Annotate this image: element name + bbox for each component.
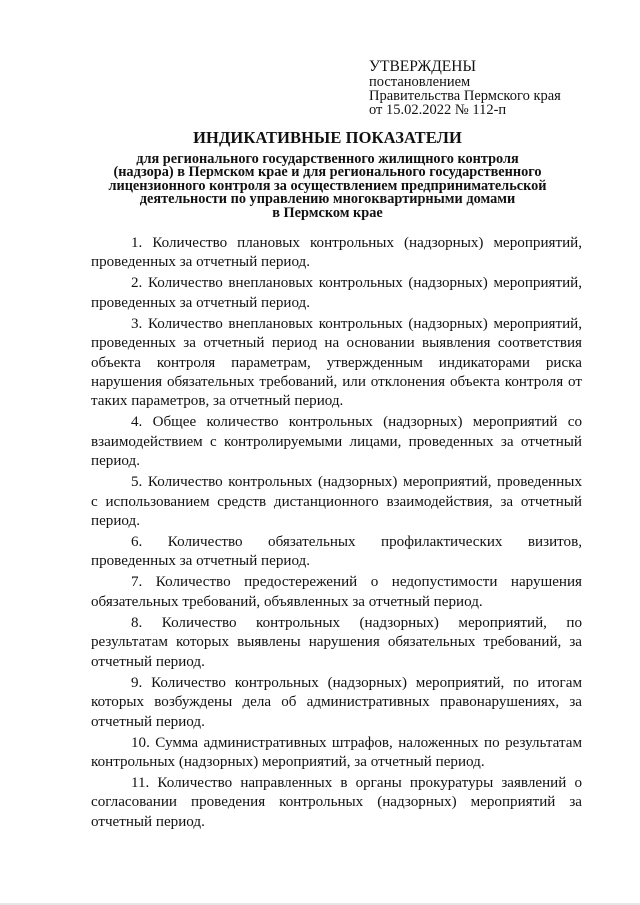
approval-title: УТВЕРЖДЕНЫ <box>369 58 476 75</box>
subtitle-line: (надзора) в Пермском крае и для регионального государственного <box>113 164 542 181</box>
list-item-6: 6. Количество обязательных профилактических визитов, проведенных за отчетный период. <box>91 534 582 570</box>
list-item-4: 4. Общее количество контрольных (надзорных) мероприятий со взаимодействием с контролируемыми лицами, проведенных за отчетный период. <box>91 414 582 470</box>
list-item-7: 7. Количество предостережений о недопустимости нарушения обязательных требований, объявленных за отчетный период. <box>91 574 582 610</box>
approval-block <box>369 58 619 117</box>
approval-line-1: постановлением <box>369 74 471 90</box>
list-item-8: 8. Количество контрольных (надзорных) мероприятий, по результатам которых выявлены нарушения обязательных требований, за отчетный период. <box>91 614 582 670</box>
subtitle-line: деятельности по управлению многоквартирными домами <box>139 191 516 208</box>
subtitle-line: для регионального государственного жилищного контроля <box>136 151 519 167</box>
list-item-10: 10. Сумма административных штрафов, наложенных по результатам контрольных (надзорных) мероприятий, за отчетный период. <box>91 734 582 770</box>
approval-line-2: Правительства Пермского края <box>369 88 561 104</box>
document-subtitle <box>85 153 570 220</box>
list-item-2: 2. Количество внеплановых контрольных (надзорных) мероприятий, проведенных за отчетный период. <box>91 275 582 311</box>
list-item-9: 9. Количество контрольных (надзорных) мероприятий, по итогам которых возбуждены дела об административных правонарушениях, за отчетный период. <box>91 674 582 730</box>
indicator-list <box>91 234 582 834</box>
list-item-11: 11. Количество направленных в органы прокуратуры заявлений о согласовании проведения контрольных (надзорных) мероприятий за отчетный период. <box>91 774 582 830</box>
subtitle-line: лицензионного контроля за осуществлением предпринимательской <box>108 177 547 194</box>
list-item-1: 1. Количество плановых контрольных (надзорных) мероприятий, проведенных за отчетный период. <box>91 235 582 271</box>
list-item-5: 5. Количество контрольных (надзорных) мероприятий, проведенных с использованием средств дистанционного взаимодействия, за отчетный период. <box>91 474 582 530</box>
list-item-3: 3. Количество внеплановых контрольных (надзорных) мероприятий, проведенных за отчетный период на основании выявления соответствия объекта контроля параметрам, утвержденным индикаторами риска нарушения обязательных требований, или отклонения объекта контроля от таких параметров, за отчетный период. <box>91 315 582 410</box>
approval-line-3: от 15.02.2022 № 112-п <box>369 102 507 118</box>
document-title: ИНДИКАТИВНЫЕ ПОКАЗАТЕЛИ <box>193 128 462 147</box>
subtitle-line: в Пермском крае <box>272 204 383 221</box>
